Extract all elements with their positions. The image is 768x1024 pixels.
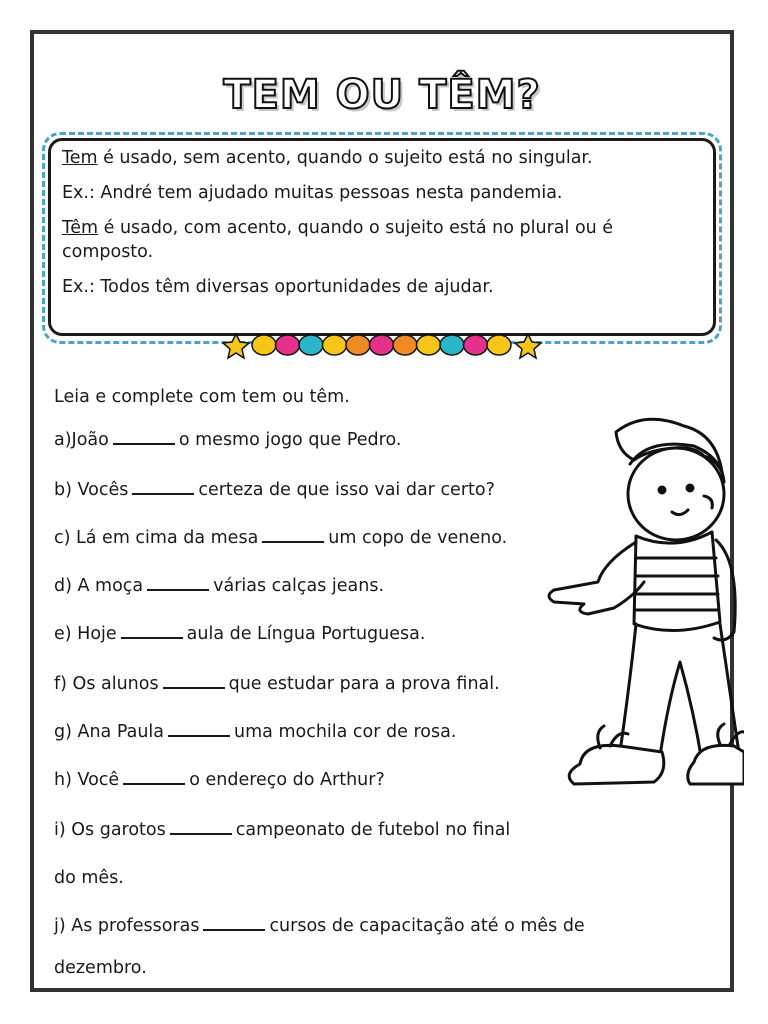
bead-icon [417,335,441,355]
question-continuation [54,868,124,888]
answer-blank[interactable] [113,439,175,445]
rule-plural-word: Têm [62,218,99,238]
question-item [54,916,585,936]
question-item [54,480,495,500]
rule-plural-text: é usado, com acento, quando o sujeito está no plural ou é composto. [62,218,614,262]
question-item [54,430,401,450]
worksheet-page [30,30,734,992]
bead-icon [299,335,323,355]
rule-singular-word: Tem [62,148,98,168]
question-continuation-text: do mês. [54,868,124,888]
question-item [54,722,456,742]
question-prompt: d) A moça [54,576,144,596]
question-rest: o mesmo jogo que Pedro. [178,430,402,450]
answer-blank[interactable] [170,829,232,835]
bead-icon [464,335,488,355]
question-rest: cursos de capacitação até o mês de [269,916,585,936]
question-prompt: c) Lá em cima da mesa [54,528,259,548]
bead-icon [323,335,347,355]
question-prompt: f) Os alunos [54,674,159,694]
bead-icon [346,335,370,355]
question-rest: aula de Língua Portuguesa. [186,624,426,644]
question-rest: que estudar para a prova final. [228,674,500,694]
question-item [54,624,425,644]
answer-blank[interactable] [163,683,225,689]
question-item [54,770,385,790]
question-rest: um copo de veneno. [328,528,508,548]
bead-icon [440,335,464,355]
answer-blank[interactable] [168,731,230,737]
answer-blank[interactable] [147,585,209,591]
answer-blank[interactable] [203,925,265,931]
question-prompt: j) As professoras [54,916,200,936]
answer-blank[interactable] [132,489,194,495]
instruction-text: Leia e complete com tem ou têm. [54,387,350,407]
question-prompt: g) Ana Paula [54,722,165,742]
question-continuation-text: dezembro. [54,958,147,978]
rule-text [62,146,702,310]
answer-blank[interactable] [262,537,324,543]
question-prompt: e) Hoje [54,624,117,644]
question-item [54,674,500,694]
answer-blank[interactable] [121,633,183,639]
question-rest: o endereço do Arthur? [189,770,385,790]
question-prompt: i) Os garotos [54,820,166,840]
example-singular: Ex.: André tem ajudado muitas pessoas nesta pandemia. [62,183,563,203]
star-left-icon [223,334,249,358]
star-right-icon [515,334,541,358]
question-item [54,528,507,548]
answer-blank[interactable] [123,779,185,785]
bead-icon [276,335,300,355]
bead-icon [393,335,417,355]
bead-icon [370,335,394,355]
rule-singular [62,146,702,170]
question-item [54,576,384,596]
bead-icon [487,335,511,355]
question-rest: uma mochila cor de rosa. [234,722,457,742]
boy-illustration [544,412,744,812]
bead-icon [252,335,276,355]
question-prompt: a)João [54,430,109,450]
question-continuation [54,958,147,978]
question-item [54,820,510,840]
example-plural: Ex.: Todos têm diversas oportunidades de ajudar. [62,277,494,297]
question-rest: certeza de que isso vai dar certo? [198,480,495,500]
worksheet-title: TEM OU TÊM? [223,72,541,118]
rule-singular-text: é usado, sem acento, quando o sujeito está no singular. [97,148,593,168]
question-rest: várias calças jeans. [213,576,385,596]
question-prompt: b) Vocês [54,480,129,500]
question-prompt: h) Você [54,770,120,790]
bead-garland-decoration [222,330,542,360]
rule-plural [62,216,702,264]
question-rest: campeonato de futebol no final [235,820,511,840]
